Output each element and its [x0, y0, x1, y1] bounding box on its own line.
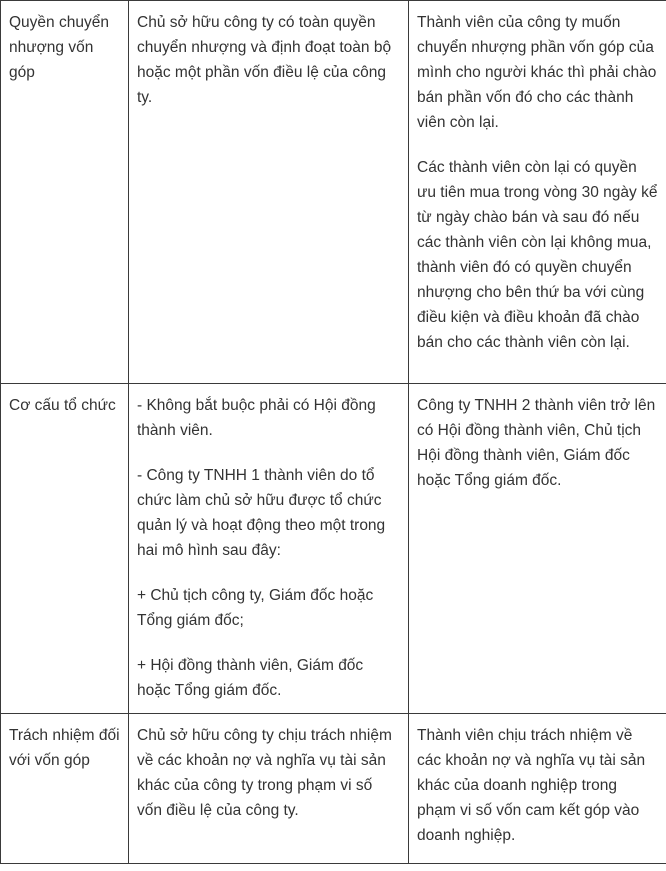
cell-paragraph: Công ty TNHH 2 thành viên trở lên có Hội đồng thành viên, Chủ tịch Hội đồng thành viên, Giám đốc hoặc Tổng giám đốc.: [417, 397, 656, 489]
cell-paragraph: Chủ sở hữu công ty có toàn quyền chuyển nhượng và định đoạt toàn bộ hoặc một phần vốn điều lệ của công ty.: [137, 14, 392, 106]
row-label: Quyền chuyển nhượng vốn góp: [9, 14, 109, 81]
multi-member-cell: [409, 1, 666, 384]
multi-member-cell: [409, 714, 666, 864]
cell-paragraph: Chủ sở hữu công ty chịu trách nhiệm về các khoản nợ và nghĩa vụ tài sản khác của công ty trong phạm vi số vốn điều lệ của công ty.: [137, 727, 392, 819]
cell-paragraph: - Không bắt buộc phải có Hội đồng thành viên.: [137, 397, 376, 439]
single-member-cell: [129, 1, 409, 384]
table-row-org-structure: [1, 384, 666, 714]
cell-paragraph: + Hội đồng thành viên, Giám đốc hoặc Tổng giám đốc.: [137, 657, 364, 699]
row-label-cell: [1, 384, 129, 714]
cell-paragraph: - Công ty TNHH 1 thành viên do tổ chức làm chủ sở hữu được tổ chức quản lý và hoạt động theo một trong hai mô hình sau đây:: [137, 467, 386, 559]
cell-paragraph: Thành viên chịu trách nhiệm về các khoản nợ và nghĩa vụ tài sản khác của doanh nghiệp trong phạm vi số vốn cam kết góp vào doanh nghiệp.: [417, 727, 646, 844]
cell-paragraph: Thành viên của công ty muốn chuyển nhượng phần vốn góp của mình cho người khác thì phải chào bán phần vốn đó cho các thành viên còn lại.: [417, 14, 657, 131]
single-member-cell: [129, 714, 409, 864]
table-row-transfer-rights: [1, 1, 666, 384]
row-label-cell: [1, 1, 129, 384]
cell-paragraph: + Chủ tịch công ty, Giám đốc hoặc Tổng giám đốc;: [137, 587, 374, 629]
row-label-cell: [1, 714, 129, 864]
row-label: Cơ cấu tổ chức: [9, 397, 116, 414]
cell-paragraph: Các thành viên còn lại có quyền ưu tiên mua trong vòng 30 ngày kể từ ngày chào bán và sau đó nếu các thành viên còn lại không mua, thành viên đó có quyền chuyển nhượng cho bên thứ ba với cùng điều kiện và điều khoản đã chào bán cho các thành viên còn lại.: [417, 159, 658, 351]
table-row-capital-liability: [1, 714, 666, 864]
row-label: Trách nhiệm đối với vốn góp: [9, 727, 120, 769]
single-member-cell: [129, 384, 409, 714]
multi-member-cell: [409, 384, 666, 714]
